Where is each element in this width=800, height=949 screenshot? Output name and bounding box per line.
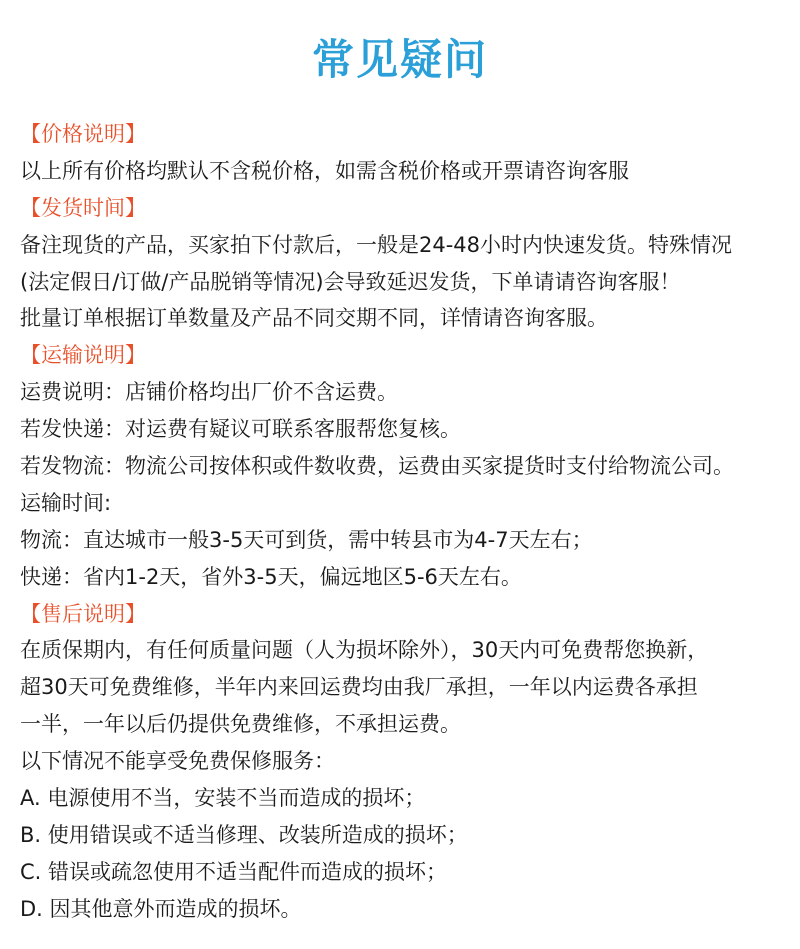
section-text-line: A. 电源使用不当，安装不当而造成的损坏； (20, 786, 426, 811)
section-text-line: (法定假日/订做/产品脱销等情况)会导致延迟发货，下单请请咨询客服！ (20, 269, 681, 294)
section-text-line: 运输时间: (20, 490, 112, 515)
section-heading: 【价格说明】 (20, 122, 146, 146)
section-text-line: 快递：省内1-2天，省外3-5天，偏远地区5-6天左右。 (20, 564, 522, 589)
section-text-line: 以上所有价格均默认不含税价格，如需含税价格或开票请咨询客服 (20, 158, 629, 183)
section-text-line: 运费说明：店铺价格均出厂价不含运费。 (20, 380, 398, 405)
section-shipping-time (20, 190, 790, 338)
section-text-line: D. 因其他意外而造成的损坏。 (20, 896, 302, 921)
section-text-line: 一半，一年以后仍提供免费维修，不承担运费。 (20, 712, 461, 737)
section-text-line: 以下情况不能享受免费保修服务： (20, 749, 335, 774)
section-text-line: 批量订单根据订单数量及产品不同交期不同，详情请咨询客服。 (20, 306, 608, 331)
section-price (20, 116, 790, 190)
page-title: 常见疑问 (311, 35, 488, 84)
section-text-line: 备注现货的产品，买家拍下付款后，一般是24-48小时内快速发货。特殊情况 (20, 232, 733, 257)
faq-content (20, 116, 790, 928)
section-text-line: 若发快递：对运费有疑议可联系客服帮您复核。 (20, 417, 461, 442)
section-heading: 【运输说明】 (20, 343, 146, 368)
section-transport (20, 337, 790, 595)
section-heading: 【发货时间】 (20, 195, 146, 220)
section-text-line: 若发物流：物流公司按体积或件数收费，运费由买家提货时支付给物流公司。 (20, 454, 734, 479)
section-text-line: C. 错误或疏忽使用不适当配件而造成的损坏； (20, 859, 448, 884)
section-text-line: 超30天可免费维修，半年内来回运费均由我厂承担，一年以内运费各承担 (20, 675, 698, 700)
section-after-sales (20, 596, 790, 928)
section-text-line: 物流：直达城市一般3-5天可到货，需中转县市为4-7天左右； (20, 527, 593, 552)
section-text-line: B. 使用错误或不适当修理、改装所造成的损坏； (20, 822, 468, 847)
section-text-line: 在质保期内，有任何质量问题（人为损坏除外），30天内可免费帮您换新， (20, 638, 709, 663)
section-heading: 【售后说明】 (20, 601, 146, 626)
